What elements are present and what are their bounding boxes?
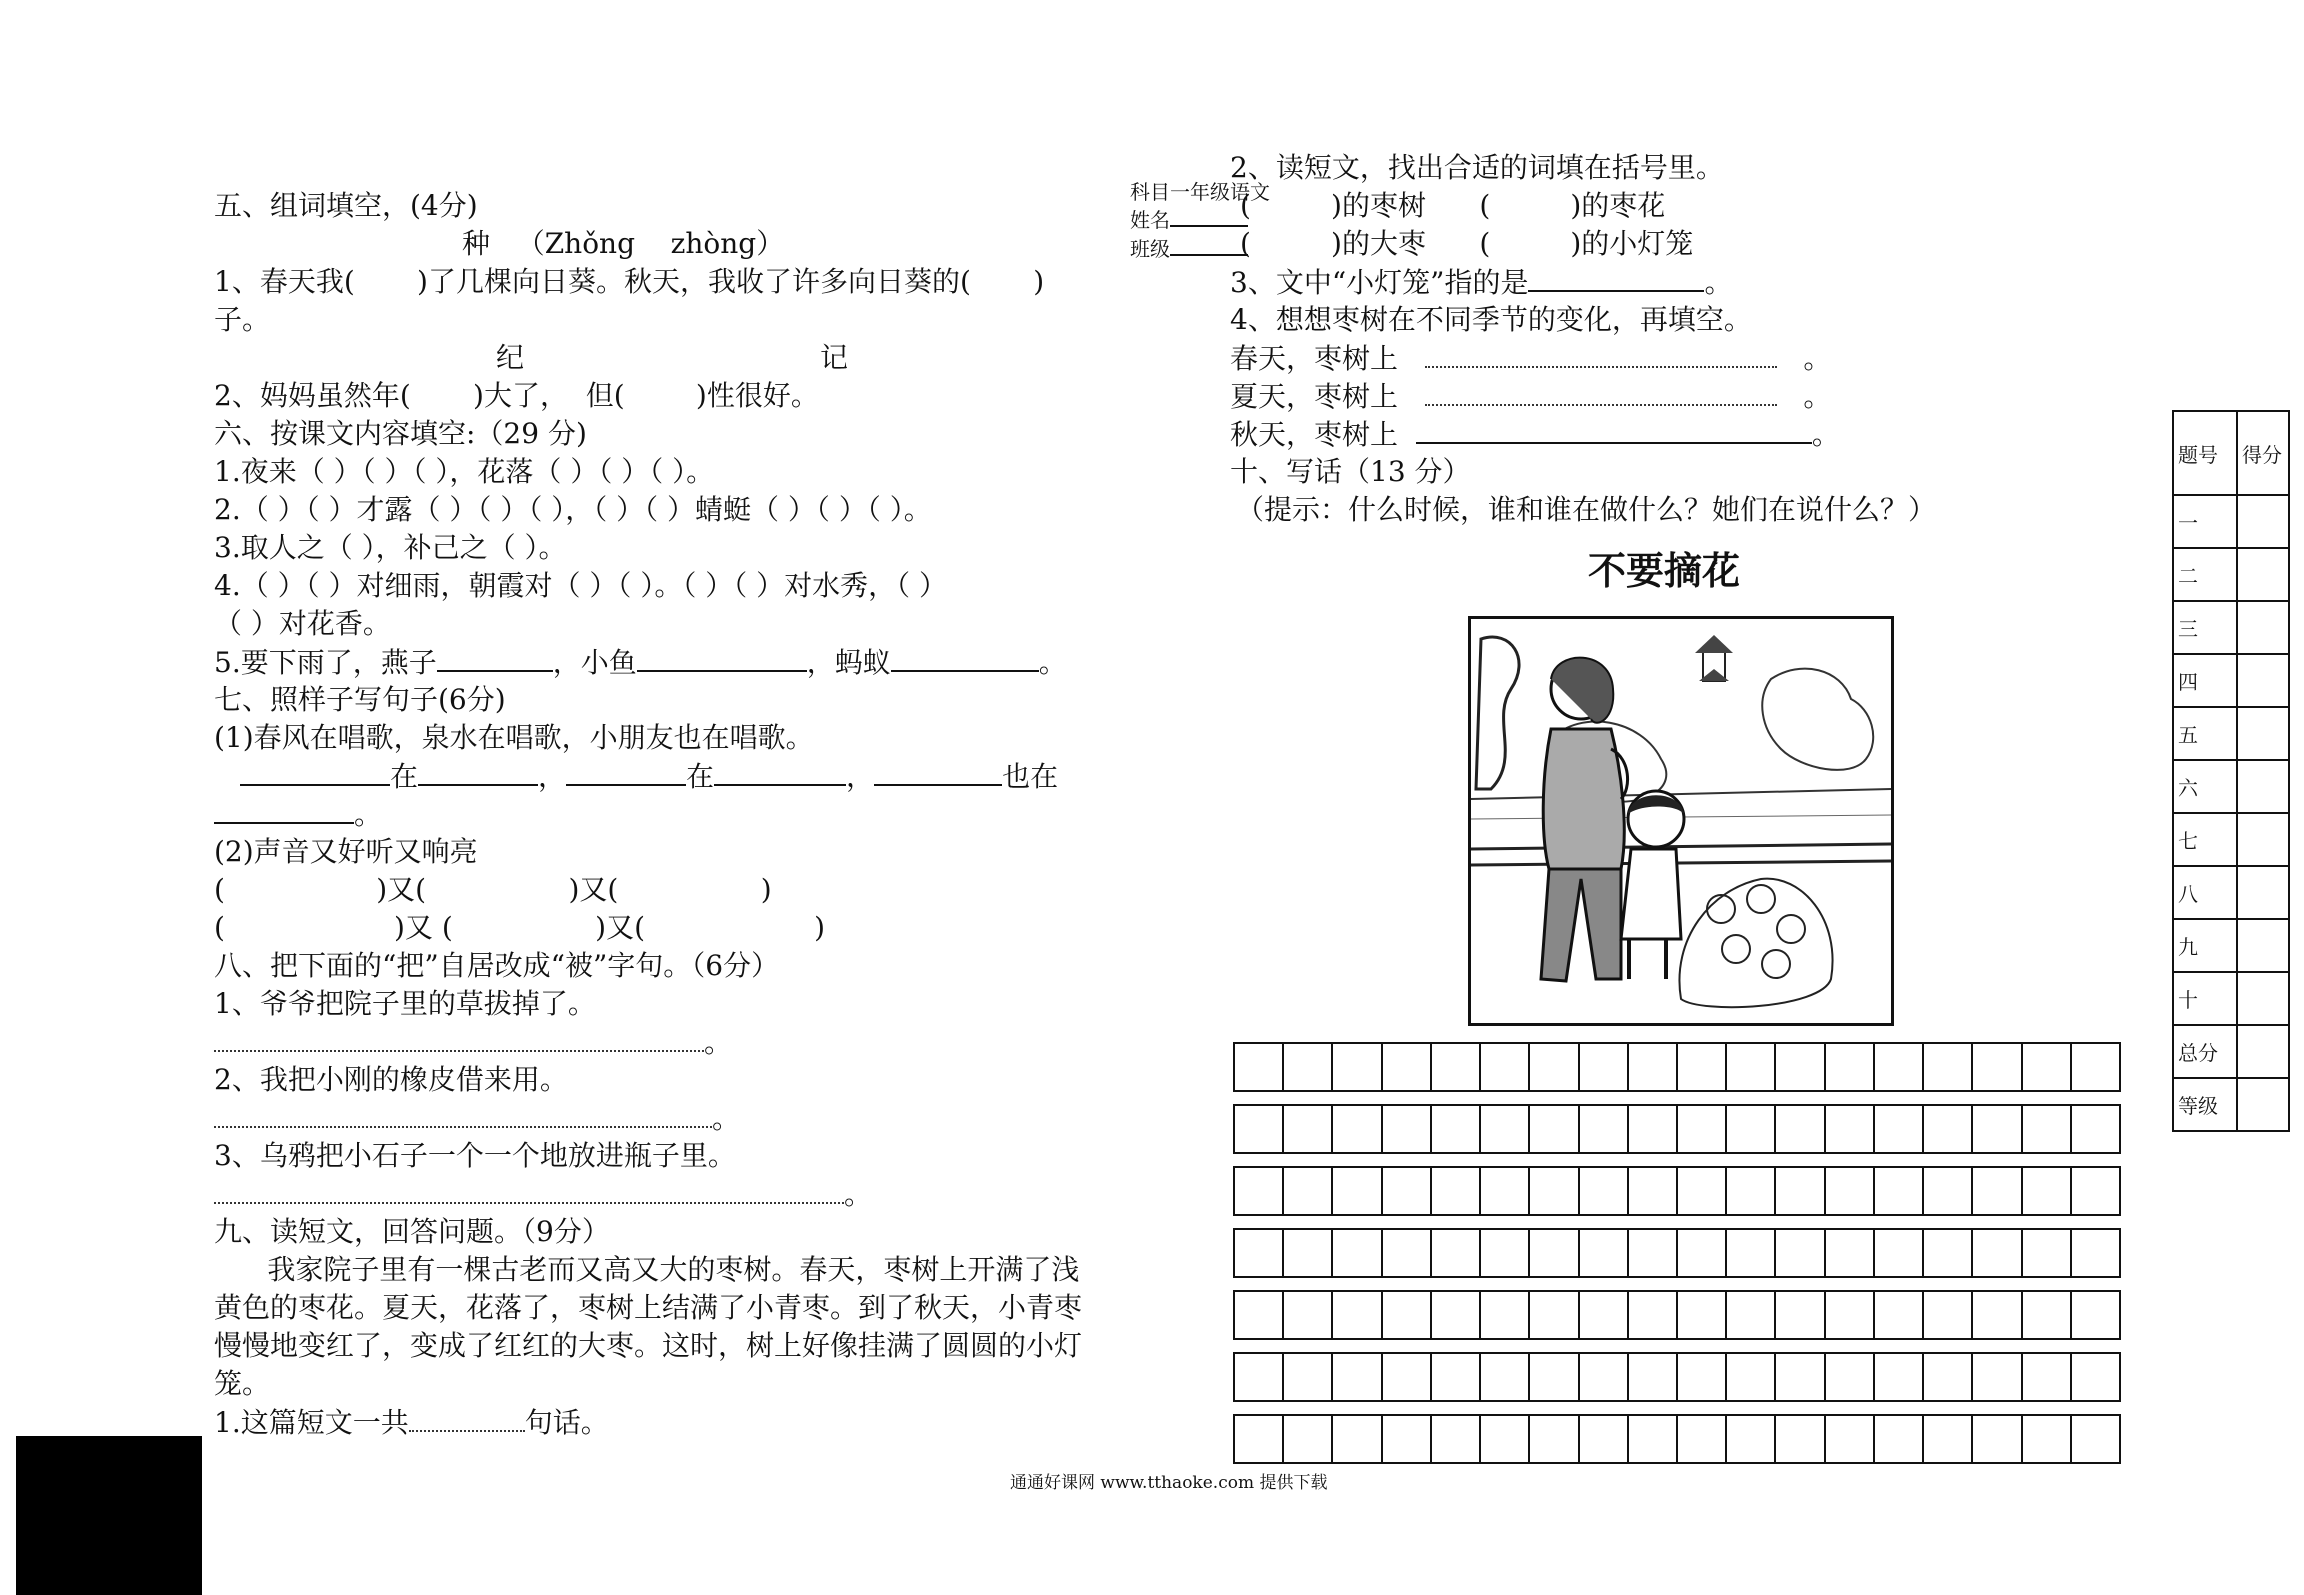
s5-q2: 2、妈妈虽然年( )大了， 但( )性很好。 [214, 379, 819, 412]
score-row-label: 九 [2173, 919, 2237, 972]
s8-a3: 。 [214, 1176, 872, 1213]
score-head-score: 得分 [2237, 411, 2289, 495]
footer-credit: 通通好课网 www.tthaoke.com 提供下载 [1010, 1473, 1328, 1493]
score-row-label: 三 [2173, 601, 2237, 654]
black-corner-block [16, 1436, 202, 1595]
s6-l1: 1.夜来（ ）（ ）（ ），花落（ ）（ ）（ ）。 [214, 455, 715, 488]
s7-r1: ( )又( )又( ) [214, 873, 772, 906]
r-autumn: 秋天，枣树上 。 [1230, 418, 1840, 451]
s9-title: 九、读短文，回答问题。（9分） [214, 1215, 610, 1248]
s6-l3: 3.取人之（ ），补己之（ ）。 [214, 531, 567, 564]
score-cell[interactable] [2237, 548, 2289, 601]
s8-a1: 。 [214, 1024, 732, 1061]
grid-row [1233, 1042, 2121, 1092]
s9-p2: 黄色的枣花。夏天，花落了，枣树上结满了小青枣。到了秋天，小青枣 [214, 1291, 1083, 1324]
s7-title: 七、照样子写句子(6分) [214, 683, 506, 716]
score-cell[interactable] [2237, 919, 2289, 972]
s6-l4: 4.（ ）（ ）对细雨，朝霞对（ ）（ ）。（ ）（ ）对水秀，（ ） [214, 569, 948, 602]
score-cell[interactable] [2237, 972, 2289, 1025]
s6-l5: （ ）对花香。 [214, 607, 391, 640]
r-q2: 2、读短文，找出合适的词填在括号里。 [1230, 151, 1724, 184]
score-cell[interactable] [2237, 495, 2289, 548]
r-spring: 春天，枣树上 。 [1230, 342, 1832, 375]
s9-p4: 笼。 [214, 1367, 271, 1400]
illustration-image [1468, 616, 1894, 1026]
grid-row [1233, 1166, 2121, 1216]
s5-title: 五、组词填空，(4分) [214, 189, 478, 222]
r-q2b: ( )的大枣 ( )的小灯笼 [1240, 227, 1694, 260]
s9-p3: 慢慢地变红了，变成了红红的大枣。这时，树上好像挂满了圆圆的小灯 [214, 1329, 1083, 1362]
score-row-label: 等级 [2173, 1078, 2237, 1131]
s7-ex2: (2)声音又好听又响亮 [214, 835, 478, 868]
s8-q1: 1、爷爷把院子里的草拔掉了。 [214, 987, 596, 1020]
score-cell[interactable] [2237, 707, 2289, 760]
r-q3: 3、文中“小灯笼”指的是 。 [1230, 266, 1733, 299]
s6-l2: 2.（ ）（ ）才露（ ）（ ）（ ），（ ）（ ）蜻蜓（ ）（ ）（ ）。 [214, 493, 932, 526]
picture-title: 不要摘花 [1588, 549, 1741, 593]
score-head-number: 题号 [2173, 411, 2237, 495]
grid-row [1233, 1104, 2121, 1154]
r-summer: 夏天，枣树上 。 [1230, 380, 1832, 413]
score-row-label: 一 [2173, 495, 2237, 548]
score-cell[interactable] [2237, 1025, 2289, 1078]
s8-q2: 2、我把小刚的橡皮借来用。 [214, 1063, 568, 1096]
score-row-label: 六 [2173, 760, 2237, 813]
grid-row [1233, 1228, 2121, 1278]
r-q2a: ( )的枣树 ( )的枣花 [1240, 189, 1666, 222]
s8-title: 八、把下面的“把”自居改成“被”字句。（6分） [214, 949, 780, 982]
s7-fill1-end: 。 [214, 796, 382, 833]
score-row-label: 二 [2173, 548, 2237, 601]
score-cell[interactable] [2237, 866, 2289, 919]
r-hint: （提示：什么时候，谁和谁在做什么？她们在说什么？） [1236, 493, 1937, 526]
s5-word2a: 纪 [496, 341, 525, 374]
r-s10: 十、写话（13 分） [1230, 455, 1471, 488]
score-cell[interactable] [2237, 1078, 2289, 1131]
subject-label: 科目一年级语文 [1130, 180, 1270, 204]
s7-ex1: (1)春风在唱歌，泉水在唱歌，小朋友也在唱歌。 [214, 721, 814, 754]
s9-q1: 1.这篇短文一共 句话。 [214, 1406, 609, 1439]
score-row-label: 五 [2173, 707, 2237, 760]
score-cell[interactable] [2237, 813, 2289, 866]
score-cell[interactable] [2237, 601, 2289, 654]
s7-fill1: 在 ， 在 ， 也在 [240, 758, 1058, 795]
s5-q1a: 1、春天我( )了几棵向日葵。秋天，我收了许多向日葵的( ) [214, 265, 1045, 298]
name-label: 姓名 [1130, 207, 1248, 232]
score-row-label: 十 [2173, 972, 2237, 1025]
grid-row [1233, 1290, 2121, 1340]
score-cell[interactable] [2237, 760, 2289, 813]
s8-a2: 。 [214, 1100, 740, 1137]
s5-word1: 种 （Zhǒng zhòng） [462, 227, 785, 260]
s6-l6: 5.要下雨了，燕子 ，小鱼 ，蚂蚁 。 [214, 646, 1067, 679]
s5-q1b: 子。 [214, 303, 271, 336]
score-cell[interactable] [2237, 654, 2289, 707]
score-row-label: 七 [2173, 813, 2237, 866]
grid-row [1233, 1352, 2121, 1402]
r-q4: 4、想想枣树在不同季节的变化，再填空。 [1230, 303, 1752, 336]
score-table [2172, 410, 2290, 1132]
grid-row [1233, 1414, 2121, 1464]
score-row-label: 八 [2173, 866, 2237, 919]
s5-word2b: 记 [820, 341, 849, 374]
s8-q3: 3、乌鸦把小石子一个一个地放进瓶子里。 [214, 1139, 736, 1172]
score-row-label: 总分 [2173, 1025, 2237, 1078]
s7-r2: ( )又 ( )又( ) [214, 911, 826, 944]
score-row-label: 四 [2173, 654, 2237, 707]
writing-grid[interactable] [1233, 1042, 2121, 1476]
s6-title: 六、按课文内容填空:（29 分) [214, 417, 587, 450]
class-label: 班级 [1130, 236, 1248, 261]
s9-p1: 我家院子里有一棵古老而又高又大的枣树。春天，枣树上开满了浅 [214, 1253, 1080, 1286]
